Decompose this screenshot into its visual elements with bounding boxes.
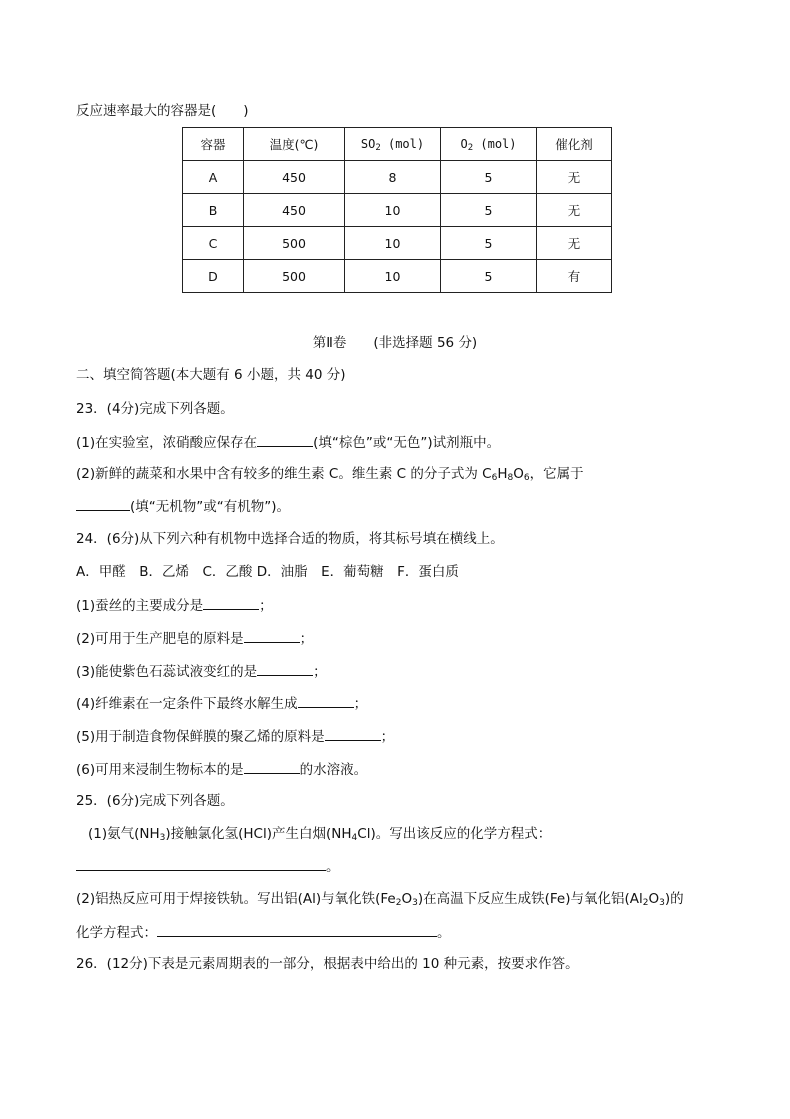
cell-catalyst: 有 xyxy=(537,260,612,293)
section-title: 第Ⅱ卷 (非选择题 56 分) xyxy=(312,335,478,351)
table-row xyxy=(183,260,612,293)
cell-container: C xyxy=(183,227,244,260)
q25-item-2-answer: 化学方程式： 。 xyxy=(76,922,451,943)
q24-title: 24．(6分)从下列六种有机物中选择合适的物质，将其标号填在横线上。 xyxy=(76,531,504,547)
answer-blank[interactable] xyxy=(76,496,130,511)
cell-o2: 5 xyxy=(441,161,537,194)
cell-container: D xyxy=(183,260,244,293)
reaction-rate-table xyxy=(182,127,612,293)
q25-item-1: (1)氨气$(NH_3)$接触氯化氢(HCl)产生白烟$(NH_4Cl)$。写出该反应的化学方程式： xyxy=(88,826,552,843)
q24-item-3: (3)能使紫色石蕊试液变红的是 ； xyxy=(76,661,327,682)
answer-blank[interactable] xyxy=(257,432,313,447)
q23-item-2-cont: (填“无机物”或“有机物”)。 xyxy=(76,496,290,517)
cell-temperature: 500 xyxy=(244,260,345,293)
q25-title: 25．(6分)完成下列各题。 xyxy=(76,793,234,809)
cell-so2: 10 xyxy=(345,227,441,260)
cell-catalyst: 无 xyxy=(537,227,612,260)
q22-tail: 反应速率最大的容器是( ) xyxy=(76,103,249,119)
answer-blank[interactable] xyxy=(298,693,354,708)
answer-blank[interactable] xyxy=(203,595,259,610)
header-temperature: 温度(℃) xyxy=(244,128,345,161)
cell-catalyst: 无 xyxy=(537,194,612,227)
q24-item-6: (6)可用来浸制生物标本的是 的水溶液。 xyxy=(76,759,367,780)
cell-o2: 5 xyxy=(441,194,537,227)
header-catalyst: 催化剂 xyxy=(537,128,612,161)
answer-blank[interactable] xyxy=(244,759,300,774)
cell-so2: 8 xyxy=(345,161,441,194)
cell-temperature: 450 xyxy=(244,161,345,194)
q24-item-2: (2)可用于生产肥皂的原料是 ； xyxy=(76,628,313,649)
q26-title: 26．(12分)下表是元素周期表的一部分，根据表中给出的 10 种元素，按要求作答。 xyxy=(76,956,579,972)
q24-item-5: (5)用于制造食物保鲜膜的聚乙烯的原料是 ； xyxy=(76,726,394,747)
cell-container: A xyxy=(183,161,244,194)
header-so2: $SO_2$ (mol) xyxy=(345,128,441,161)
cell-temperature: 500 xyxy=(244,227,345,260)
cell-catalyst: 无 xyxy=(537,161,612,194)
q23-item-2: (2)新鲜的蔬菜和水果中含有较多的维生素 C。维生素 C 的分子式为 $C_6H_8O_6$，它属于 xyxy=(76,466,584,483)
q23-item-1: (1)在实验室，浓硝酸应保存在 (填“棕色”或“无色”)试剂瓶中。 xyxy=(76,432,500,453)
cell-o2: 5 xyxy=(441,227,537,260)
table-header-row xyxy=(183,128,612,161)
part2-heading: 二、填空简答题(本大题有 6 小题，共 40 分) xyxy=(76,367,346,383)
answer-blank[interactable] xyxy=(325,726,381,741)
q25-item-2: (2)铝热反应可用于焊接铁轨。写出铝(Al)与氧化铁$(Fe_2O_3)$在高温下反应生成铁(Fe)与氧化铝$(Al_2O_3)$的 xyxy=(76,891,684,908)
table-row xyxy=(183,194,612,227)
header-o2: $O_2$ (mol) xyxy=(441,128,537,161)
header-container: 容器 xyxy=(183,128,244,161)
q24-item-4: (4)纤维素在一定条件下最终水解生成 ； xyxy=(76,693,367,714)
table-row xyxy=(183,227,612,260)
answer-blank[interactable] xyxy=(76,856,326,871)
cell-o2: 5 xyxy=(441,260,537,293)
answer-blank[interactable] xyxy=(257,661,313,676)
q24-item-1: (1)蚕丝的主要成分是 ； xyxy=(76,595,273,616)
cell-temperature: 450 xyxy=(244,194,345,227)
cell-so2: 10 xyxy=(345,260,441,293)
answer-blank[interactable] xyxy=(157,922,437,937)
cell-container: B xyxy=(183,194,244,227)
answer-blank[interactable] xyxy=(244,628,300,643)
q23-title: 23．(4分)完成下列各题。 xyxy=(76,401,234,417)
cell-so2: 10 xyxy=(345,194,441,227)
q24-options: A．甲醛 B．乙烯 C．乙酸 D．油脂 E．葡萄糖 F．蛋白质 xyxy=(76,564,459,580)
table-row xyxy=(183,161,612,194)
q25-item-1-answer: 。 xyxy=(76,856,340,877)
